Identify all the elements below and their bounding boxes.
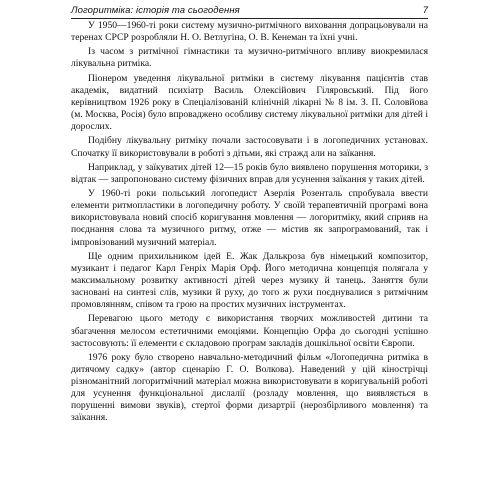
running-title: Логоритміка: історія та сьогодення — [71, 5, 240, 16]
paragraph: Наприклад, у заїкуватих дітей 12—15 років було виявлено порушення моторики, з відтак — запропоновано систему фізичних вправ для усунення заїкання у таких дітей. — [71, 161, 428, 185]
page-number: 7 — [422, 5, 428, 16]
paragraph: Перевагою цього методу є використання творчих можливостей дитини та збагачення мелосом естетичними емоціями. Концепцію Орфа до сьогодні успішно застосовують: її елементи є складовою програм закладів дошкільної освіти Європи. — [71, 313, 428, 349]
paragraph: Піонером уведення лікувальної ритміки в систему лікування пацієнтів став академік, видатний психіатр Василь Олексійович Гіляровський. Під його керівництвом 1926 року в Спеціалізованій клінічній лікарні № 8 ім. З. П. Соловйова (м. Москва, Росія) було впроваджено особливу систему лікувальної ритміки для дітей і дорослих. — [71, 72, 428, 133]
body-text — [71, 20, 428, 427]
paragraph: Подібну лікувальну ритміку почали застосовувати і в логопедичних установах. Спочатку її використовували в роботі з дітьми, які стражд али на заїкання. — [71, 135, 428, 159]
paragraph: 1976 року було створено навчально-методичний фільм «Логопедична ритміка в дитячому садку» (автор сценарію Г. О. Волкова). Наведений у цій кінострічці різноманітний логоритмічний матеріал можна використовувати в коригувальній роботі для усунення функціональної дислалії (розладу мовлення, що виявляється в порушенні вимови звуків), стертої форми дизартрії (нерозбірливого мовлення) та заїкання. — [71, 351, 428, 424]
paragraph: Ще одним прихильником ідей Е. Жак Далькроза був німецький композитор, музикант і педагог Карл Генріх Марія Орф. Його методична концепція полягала у максимальному розвитку активності дітей через музику й танець. Заняття були засновані на синтезі слів, музики й руху, до того ж рухи поєднувалися з ритмічним промовлянням, співом та грою на простих музичних інструментах. — [71, 250, 428, 311]
paragraph: У 1960-ті роки польський логопедист Азерлія Розенталь спробувала ввести елементи ритмопластики в логопедичну роботу. У своїй терапевтичній програмі вона використовувала новий спосіб коригування мовлення — логоритміку, який сприяв на поєднання слова та музичного ритму, отже — містив як запрограмований, так і імпровізований музичний матеріал. — [71, 188, 428, 248]
paragraph: У 1950—1960-ті роки систему музично-ритмічного виховання допрацьовували на теренах СРСР розробляли Н. О. Ветлугіна, О. В. Кенеман та їхні учні. — [71, 20, 428, 44]
paragraph: Із часом з ритмічної гімнастики та музично-ритмічного впливу виокремилася лікувальна ритміка. — [71, 46, 428, 70]
running-header — [71, 4, 428, 19]
